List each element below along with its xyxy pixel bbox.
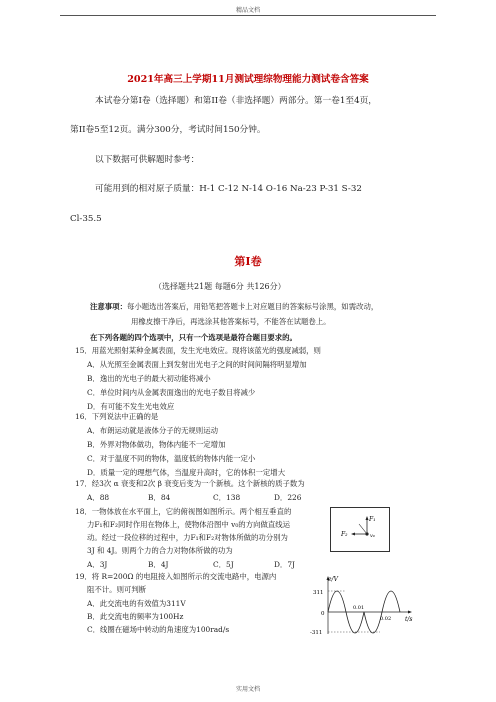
q19-line-1: 19．将 R=200Ω 的电阻接入如图所示的交流电路中，电源内 <box>75 572 277 581</box>
section-subheading: （选择题共21题 每题6分 共126分） <box>154 282 286 291</box>
force-diagram <box>330 507 390 552</box>
intro-line-4: 可能用到的相对原子质量：H-1 C-12 N-14 O-16 Na-23 P-31 S-32 <box>95 184 362 194</box>
q19-option-a: A．此交流电的有效值为311V <box>87 599 186 608</box>
intro-line-5: Cl-35.5 <box>70 214 102 224</box>
q15-option-a: A．从光照至金属表面上到发射出光电子之间的时间间隔将明显增加 <box>87 360 307 369</box>
q18-line-2: 力F₁和F₂同时作用在物体上，使物体沿图中 v₀的方向做直线运 <box>87 520 291 529</box>
graph-tick-t1: 0.01 <box>353 605 365 611</box>
graph-y-min: -311 <box>310 630 323 636</box>
note-line-2: 用橡皮擦干净后，再选涂其他答案标号，不能答在试题卷上。 <box>131 317 331 326</box>
note-label: 注意事项： <box>90 302 127 311</box>
bold-instruction: 在下列各题的四个选项中，只有一个选项是最符合题目要求的。 <box>90 333 297 342</box>
q18-line-1: 18．一物体放在水平面上，它的俯视图如图所示。两个相互垂直的 <box>75 507 292 516</box>
graph-y-label: e/V <box>328 576 338 583</box>
note-line-1: 每小题选出答案后，用铅笔把答题卡上对应题目的答案标号涂黑，如需改动， <box>126 302 379 311</box>
graph-y-max: 311 <box>313 590 324 596</box>
q19-option-b: B．此交流电的频率为100Hz <box>87 612 184 621</box>
q15-stem: 15．用蓝光照射某种金属表面，发生光电效应。现将该蓝光的强度减弱，则 <box>75 346 321 355</box>
graph-x-label: t/s <box>405 616 413 623</box>
f2-label: F₂ <box>341 531 348 538</box>
q19-line-2: 阻不计。则可判断 <box>87 585 147 594</box>
q15-option-d: D．有可能不发生光电效应 <box>87 402 175 411</box>
q18-option-c: C．5J <box>213 560 234 569</box>
q17-option-a: A．88 <box>87 493 110 502</box>
intro-line-2: 第II卷5至12页。满分300分，考试时间150分钟。 <box>70 125 266 135</box>
f1-label: F₁ <box>369 516 376 523</box>
graph-origin: 0 <box>321 611 325 617</box>
page-footer: 实用文档 <box>235 686 260 693</box>
q18-line-4: 3J 和 4J。则两个力的合力对物体所做的功为 <box>87 546 233 555</box>
intro-line-3: 以下数据可供解题时参考： <box>95 155 200 165</box>
q16-option-d: D．质量一定的理想气体，当温度升高时，它的体积一定增大 <box>87 468 286 477</box>
q16-option-a: A．布朗运动就是液体分子的无规则运动 <box>87 426 218 435</box>
intro-line-1: 本试卷分第I卷（选择题）和第II卷（非选择题）两部分。第一卷1至4页， <box>95 96 377 106</box>
q17-option-c: C．138 <box>213 493 241 502</box>
q18-option-a: A．3J <box>87 560 108 569</box>
q16-option-b: B．外界对物体做功，物体内能不一定增加 <box>87 440 226 449</box>
page-header: 精品文档 <box>235 7 260 14</box>
q18-line-3: 动。经过一段位移的过程中，力F₁和F₂对物体所做的功分别为 <box>87 533 288 542</box>
q18-option-d: D．7J <box>274 560 295 569</box>
q17-stem: 17．经3次 α 衰变和2次 β 衰变后变为一个新核。这个新核的质子数为 <box>75 479 305 488</box>
q17-option-d: D．226 <box>274 493 302 502</box>
ac-voltage-graph <box>310 572 420 636</box>
document-title: 2021年高三上学期11月测试理综物理能力测试卷含答案 <box>127 74 369 85</box>
q16-stem: 16．下列说法中正确的是 <box>75 412 159 421</box>
graph-tick-t2: 0.02 <box>380 616 392 622</box>
q15-option-b: B．逸出的光电子的最大初动能将减小 <box>87 374 211 383</box>
q17-option-b: B．84 <box>148 493 171 502</box>
q16-option-c: C．对于温度不同的物体，温度低的物体内能一定小 <box>87 454 256 463</box>
section-heading: 第I卷 <box>234 255 262 268</box>
v0-label: v₀ <box>370 533 375 539</box>
q19-option-c: C．线圈在磁场中转动的角速度为100rad/s <box>87 625 230 634</box>
header-divider <box>60 15 436 16</box>
q15-option-c: C．单位时间内从金属表面逸出的光电子数目将减少 <box>87 388 256 397</box>
q18-option-b: B．4J <box>148 560 169 569</box>
